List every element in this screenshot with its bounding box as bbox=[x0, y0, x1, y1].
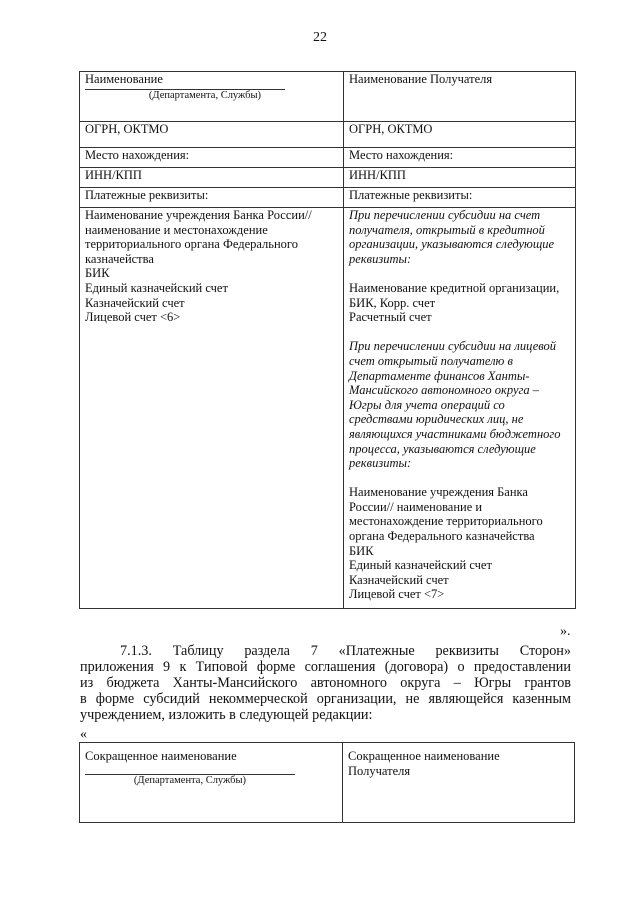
text-line: БИК bbox=[349, 543, 374, 558]
amendment-paragraph bbox=[80, 643, 571, 723]
opening-quote: « bbox=[80, 727, 87, 742]
text-line: средствами юридических лиц, не bbox=[349, 412, 524, 427]
details-right-intro2 bbox=[349, 339, 570, 470]
table-cell: ОГРН, ОКТМО bbox=[344, 122, 576, 148]
closing-quote: ». bbox=[560, 624, 571, 639]
paragraph-line: в форме субсидий некоммерческой организации, не являющейся казенным bbox=[80, 691, 571, 707]
text-line: БИК bbox=[85, 266, 110, 281]
table-row bbox=[80, 188, 576, 208]
text-line: Лицевой счет <7> bbox=[349, 587, 445, 602]
table-cell: Место нахождения: bbox=[344, 148, 576, 168]
text-line: казначейства bbox=[85, 251, 154, 266]
text-line: Расчетный счет bbox=[349, 310, 432, 325]
table-cell: Платежные реквизиты: bbox=[80, 188, 344, 208]
text-line: наименование и местонахождение bbox=[85, 222, 268, 237]
text-line: Единый казначейский счет bbox=[349, 558, 492, 573]
details-right-block2 bbox=[349, 485, 570, 602]
details-right-cell bbox=[344, 208, 576, 609]
text-line: организации, указываются следующие bbox=[349, 237, 555, 252]
text-line: являющихся участниками бюджетного bbox=[349, 426, 561, 441]
text-line: России// наименование и bbox=[349, 499, 483, 514]
text-line: процесса, указываются следующие bbox=[349, 441, 536, 456]
text-line: Мансийского автономного округа – bbox=[349, 383, 539, 398]
table-row bbox=[80, 122, 576, 148]
party-left-name-cell bbox=[80, 72, 344, 122]
text-line: Лицевой счет <6> bbox=[85, 310, 181, 325]
table-cell: ОГРН, ОКТМО bbox=[80, 122, 344, 148]
table-cell: ИНН/КПП bbox=[344, 168, 576, 188]
short-name-right-cell bbox=[343, 743, 575, 823]
cell-text: Сокращенное наименование bbox=[85, 749, 237, 763]
requisites-table bbox=[79, 71, 576, 609]
table-cell: Место нахождения: bbox=[80, 148, 344, 168]
text-line: реквизиты: bbox=[349, 456, 412, 471]
table-cell: ИНН/КПП bbox=[80, 168, 344, 188]
party-right-name-cell bbox=[344, 72, 576, 122]
cell-text: Наименование Получателя bbox=[349, 72, 493, 86]
details-left-lines bbox=[85, 208, 338, 325]
department-sub-caption: (Департамента, Службы) bbox=[85, 774, 295, 787]
department-sub-caption: (Департамента, Службы) bbox=[85, 89, 285, 102]
text-line: органа Федерального казначейства bbox=[349, 529, 535, 544]
cell-text: Наименование bbox=[85, 72, 163, 86]
paragraph-line: из бюджета Ханты-Мансийского автономного округа – Югры грантов bbox=[80, 675, 571, 691]
table-row bbox=[80, 148, 576, 168]
details-right-block1 bbox=[349, 281, 570, 325]
text-line: Наименование учреждения Банка России// bbox=[85, 208, 312, 222]
text-line: БИК, Корр. счет bbox=[349, 295, 436, 310]
text-line: реквизиты: bbox=[349, 251, 412, 266]
text-line: Наименование учреждения Банка bbox=[349, 485, 528, 500]
table-cell: Платежные реквизиты: bbox=[344, 188, 576, 208]
table-row bbox=[80, 168, 576, 188]
cell-text: Сокращенное наименование bbox=[348, 749, 500, 763]
text-line: Наименование кредитной организации, bbox=[349, 280, 560, 295]
text-line: Югры для учета операций со bbox=[349, 397, 505, 412]
text-line: счет открытый получателю в bbox=[349, 353, 513, 368]
text-line: Единый казначейский счет bbox=[85, 280, 228, 295]
text-line: местонахождение территориального bbox=[349, 514, 543, 529]
short-name-left-cell bbox=[80, 743, 343, 823]
short-name-table bbox=[79, 742, 575, 823]
text-line: При перечислении субсидии на лицевой bbox=[349, 339, 557, 354]
table-row bbox=[80, 208, 576, 609]
table-row bbox=[80, 72, 576, 122]
text-line: Департаменте финансов Ханты- bbox=[349, 368, 530, 383]
page-number: 22 bbox=[313, 30, 327, 45]
paragraph-line: приложения 9 к Типовой форме соглашения (договора) о предоставлении bbox=[80, 659, 571, 675]
paragraph-line: учреждением, изложить в следующей редакции: bbox=[80, 707, 373, 723]
table-row bbox=[80, 743, 575, 823]
text-line: территориального органа Федерального bbox=[85, 237, 298, 252]
details-right-intro1 bbox=[349, 208, 570, 266]
paragraph-line: 7.1.3. Таблицу раздела 7 «Платежные реквизиты Сторон» bbox=[120, 643, 571, 659]
cell-text: Получателя bbox=[348, 763, 411, 778]
text-line: При перечислении субсидии на счет bbox=[349, 208, 541, 222]
text-line: Казначейский счет bbox=[85, 295, 185, 310]
text-line: Казначейский счет bbox=[349, 572, 449, 587]
details-left-cell bbox=[80, 208, 344, 609]
text-line: получателя, открытый в кредитной bbox=[349, 222, 545, 237]
